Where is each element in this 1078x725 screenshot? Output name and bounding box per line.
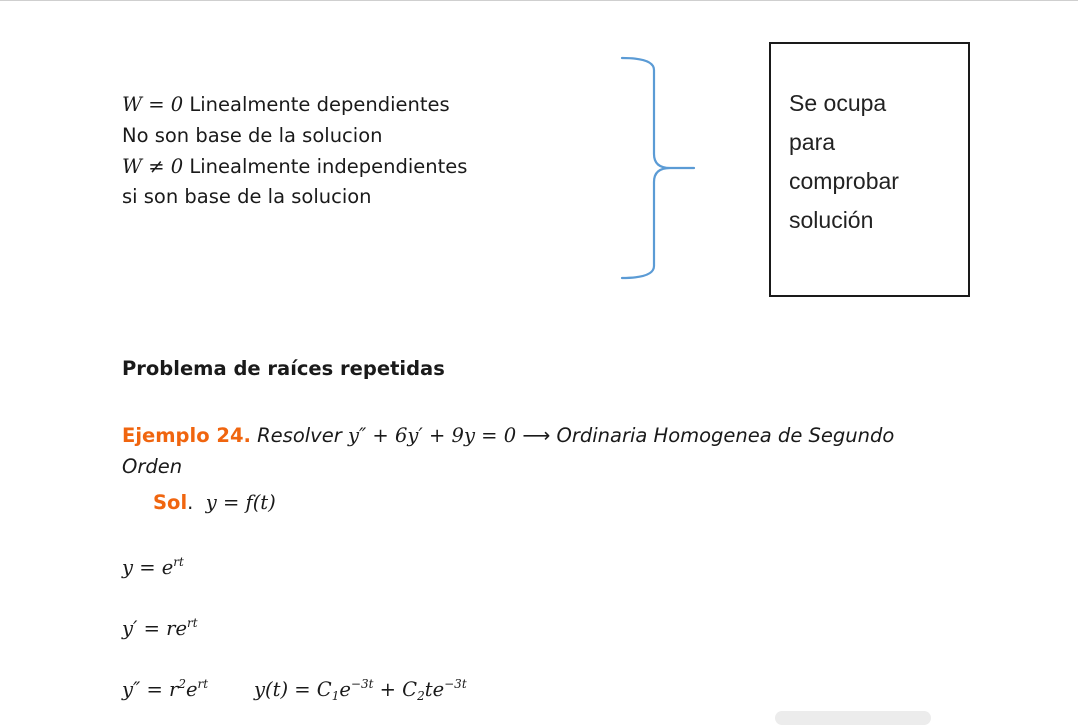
general-solution-part-a: y(t) = C: [254, 678, 332, 701]
equation-y-double-prime-square: 2: [178, 677, 186, 691]
general-solution-exp-1: −3t: [350, 677, 374, 691]
equation-y-double-prime: [122, 678, 208, 704]
equation-y-prime: [122, 617, 198, 643]
floating-action-button[interactable]: [775, 711, 931, 725]
solution-dot: .: [187, 491, 194, 514]
general-solution-exp-2: −3t: [444, 677, 467, 691]
general-solution-sub-2: 2: [417, 689, 425, 703]
equation-y-base: y = e: [122, 556, 174, 579]
general-solution-part-b: e: [339, 678, 351, 701]
solution-expression: y = f(t): [205, 491, 276, 514]
general-solution-part-c: + C: [373, 678, 418, 701]
general-solution-sub-1: 1: [331, 689, 340, 703]
example-description: Ordinaria Homogenea de Segundo: [556, 424, 895, 447]
example-verb: Resolver: [250, 424, 348, 447]
general-solution-part-d: te: [424, 678, 445, 701]
equation-y-double-prime-exponent: rt: [197, 677, 209, 691]
equation-y-double-prime-e: e: [186, 678, 198, 701]
top-divider: [0, 0, 1078, 1]
arrow-icon: ⟶: [516, 424, 557, 447]
note-line-2: para: [789, 129, 836, 155]
general-solution: [254, 678, 467, 704]
equation-y-prime-base: y′ = re: [122, 617, 188, 640]
note-line-1: Se ocupa: [789, 90, 887, 116]
independent-label: Linealmente independientes: [183, 155, 468, 178]
equation-y-prime-exponent: rt: [187, 616, 198, 630]
wronskian-nonzero-math: W ≠ 0: [122, 155, 184, 178]
solution-label: Sol: [153, 491, 188, 514]
section-title: Problema de raíces repetidas: [122, 357, 445, 380]
not-basis-line: No son base de la solucion: [122, 124, 383, 147]
wronskian-nonzero-line: [122, 155, 467, 179]
wronskian-zero-line: [122, 93, 450, 117]
example-label: Ejemplo 24.: [122, 424, 251, 447]
is-basis-line: si son base de la solucion: [122, 185, 372, 208]
wronskian-zero-math: W = 0: [122, 93, 184, 116]
note-line-3: comprobar: [789, 168, 899, 194]
dependent-label: Linealmente dependientes: [183, 93, 450, 116]
equation-y-exponent: rt: [173, 555, 184, 569]
example-equation: y″ + 6y′ + 9y = 0: [347, 424, 517, 447]
note-box: [769, 42, 970, 297]
example-description-continued: Orden: [122, 455, 183, 478]
equation-y: [122, 556, 184, 582]
curly-brace-icon: [612, 50, 702, 286]
example-statement: [122, 424, 894, 448]
solution-line: [153, 491, 276, 515]
equation-y-double-prime-base: y″ = r: [122, 678, 179, 701]
note-line-4: solución: [789, 207, 874, 233]
